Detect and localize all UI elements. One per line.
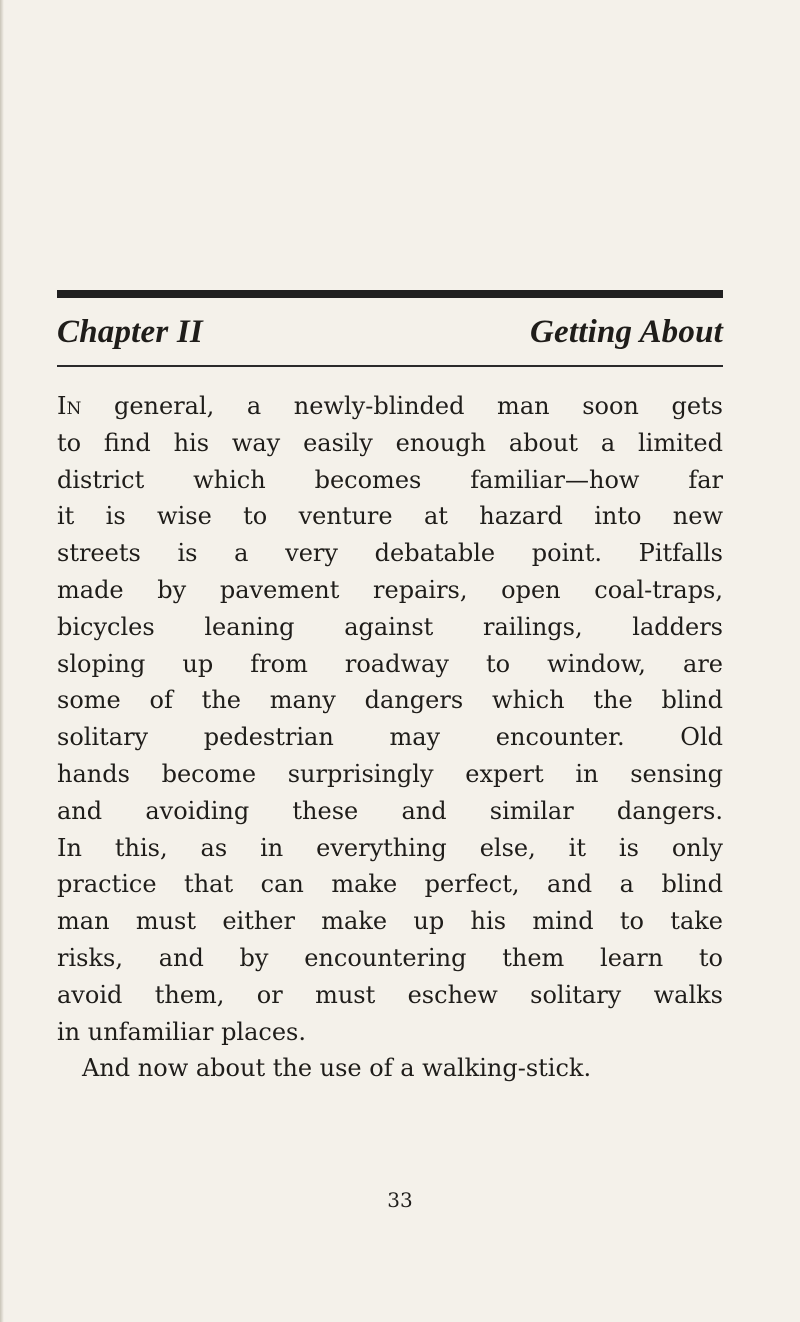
chapter-label: Chapter II — [57, 313, 203, 350]
text-line-4: it is wise to venture at hazard into new — [57, 502, 723, 531]
text-line-5: streets is a very debatable point. Pitfalls — [57, 539, 723, 568]
text-line-6: made by pavement repairs, open coal-traps, — [57, 575, 723, 604]
text-line-7: bicycles leaning against railings, ladders — [57, 612, 723, 641]
lead-word: In — [57, 392, 82, 420]
text-line-15: man must either make up his mind to take — [57, 907, 723, 936]
text-line-1: In general, a newly-blinded man soon gets — [57, 392, 723, 420]
page-edge-shadow — [0, 0, 4, 1322]
text-line-10: solitary pedestrian may encounter. Old — [57, 723, 723, 752]
text-line-18: in unfamiliar places. — [57, 1017, 306, 1046]
text-line-8: sloping up from roadway to window, are — [57, 649, 723, 678]
text-line-19: And now about the use of a walking-stick. — [82, 1054, 592, 1083]
text-line-16: risks, and by encountering them learn to — [57, 943, 723, 972]
text-line-14: practice that can make perfect, and a blind — [57, 870, 723, 899]
header-rule-top — [57, 290, 723, 298]
page-number: 33 — [387, 1188, 413, 1212]
text-line-2: to find his way easily enough about a limited — [57, 428, 723, 457]
text-line-9: some of the many dangers which the blind — [57, 686, 723, 715]
running-head — [57, 312, 723, 352]
body-text — [57, 388, 723, 1087]
text-line-13: In this, as in everything else, it is only — [57, 833, 723, 862]
chapter-title: Getting About — [530, 313, 723, 350]
header-rule-bottom — [57, 365, 723, 367]
text-line-12: and avoiding these and similar dangers. — [57, 796, 723, 825]
text-line-3: district which becomes familiar—how far — [57, 465, 723, 494]
text-line-17: avoid them, or must eschew solitary walks — [57, 980, 723, 1009]
text-line-11: hands become surprisingly expert in sensing — [57, 759, 723, 788]
